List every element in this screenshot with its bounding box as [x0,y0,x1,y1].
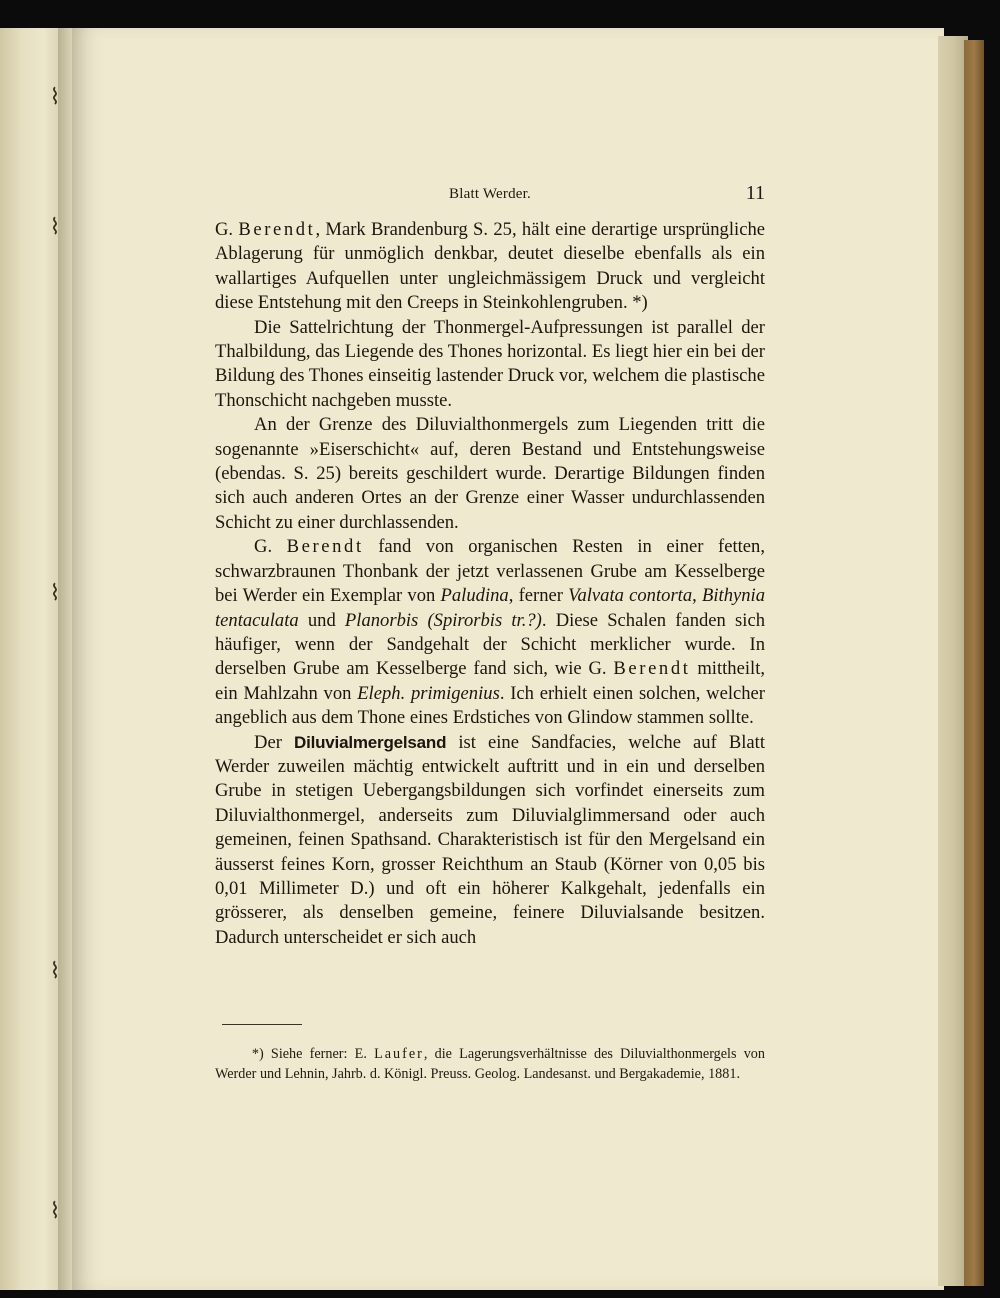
running-title: Blatt Werder. [449,186,531,202]
text-run: fand von organischen Resten in einer fetten, schwarzbraunen Thonbank der jetzt verlassenen Grube am Kesselberge bei Werder ein Exemplar von [215,536,765,607]
author-name: Laufer [374,1046,424,1062]
species-name: Eleph. primigenius [357,682,500,704]
page-number: 11 [745,182,765,204]
bold-term: Diluvialmergelsand [294,732,447,752]
book-cover-edge [964,40,984,1286]
paragraph-5 [215,731,765,951]
text-run: . Diese Schalen fanden sich häufiger, wenn der Sandgehalt der Schicht merklicher wurde. In derselben Grube am Kesselberge fand sich, wie G. [215,609,765,680]
text-run: *) Siehe ferner: E. [251,1046,375,1062]
footnote [215,1044,765,1084]
author-name: Berendt [238,219,316,240]
body-text [215,218,765,950]
paragraph-2: Die Sattelrichtung der Thonmergel-Aufpressungen ist parallel der Thalbildung, das Liegende des Thones horizontal. Es liegt hier ein bei der Bildung des Thones einseitig lastender Druck vor, welchem die plastische Thonschicht nachgeben musste. [215,316,765,411]
author-name: Berendt [613,658,691,680]
binding-thread-icon: ⌇ [49,1199,61,1224]
paragraph-4 [215,535,765,730]
footnote-divider [222,1024,302,1025]
species-name: Paludina [440,585,509,607]
paragraph-1 [215,218,765,316]
text-run: , [692,585,702,607]
binding-thread-icon: ⌇ [49,581,61,606]
species-name: Planorbis (Spirorbis tr.?) [344,609,542,631]
page-header [215,180,765,210]
text-run: mittheilt, ein Mahlzahn von [215,658,766,704]
text-run: Der [254,731,294,753]
paragraph-3: An der Grenze des Diluvialthonmergels zum Liegenden tritt die sogenannte »Eiserschicht« auf, deren Bestand und Entstehungsweise (ebendas. S. 25) bereits geschildert wurde. Derartige Bildungen finden sich auch anderen Ortes an der Grenze einer Wasser undurchlassenden Schicht zu einer durchlassenden. [215,414,765,533]
text-run: ist eine Sandfacies, welche auf Blatt Werder zuweilen mächtig entwickelt auftritt und in ein und derselben Grube in stetigen Uebergangsbildungen sich vorfindet einerseits zum Diluvialthonmergel, anderseits zum Diluvialglimmersand oder auch gemeinen, feinen Spathsand. Charakteristisch ist für den Mergelsand ein äusserst feines Korn, grosser Reichthum an Staub (Körner von 0,05 bis 0,01 Millimeter D.) und oft ein höherer Kalkgehalt, jedenfalls ein grösserer, als denselben gemeine, feinere Diluvialsande besitzen. Dadurch unterscheidet er sich auch [215,731,765,948]
text-run: , ferner [508,585,569,607]
text-run: G. [254,536,287,558]
binding-thread-icon: ⌇ [49,85,61,110]
text-run: . Ich erhielt einen solchen, welcher angeblich aus dem Thone eines Erdstiches von Glindow stammen sollte. [215,682,765,729]
species-name: Bithynia tentaculata [215,585,765,631]
species-name: Valvata contorta [568,585,693,607]
text-run: , Mark Brandenburg S. 25, hält eine derartige ursprüngliche Ablagerung für unmöglich denkbar, deutet dieselbe ebenfalls als ein wallartiges Aufquellen unter ungleichmässigem Druck und vergleicht diese Entstehung mit den Creeps in Steinkohlengruben. *) [215,219,765,314]
binding-thread-icon: ⌇ [49,215,61,240]
binding-thread-icon: ⌇ [49,959,61,984]
text-run: G. [215,219,239,240]
text-run: , die Lagerungsverhältnisse des Diluvialthonmergels von Werder und Lehnin, Jahrb. d. Königl. Preuss. Geolog. Landesanst. und Bergakademie, 1881. [215,1046,765,1082]
author-name: Berendt [286,536,364,558]
text-run: und [298,609,345,631]
